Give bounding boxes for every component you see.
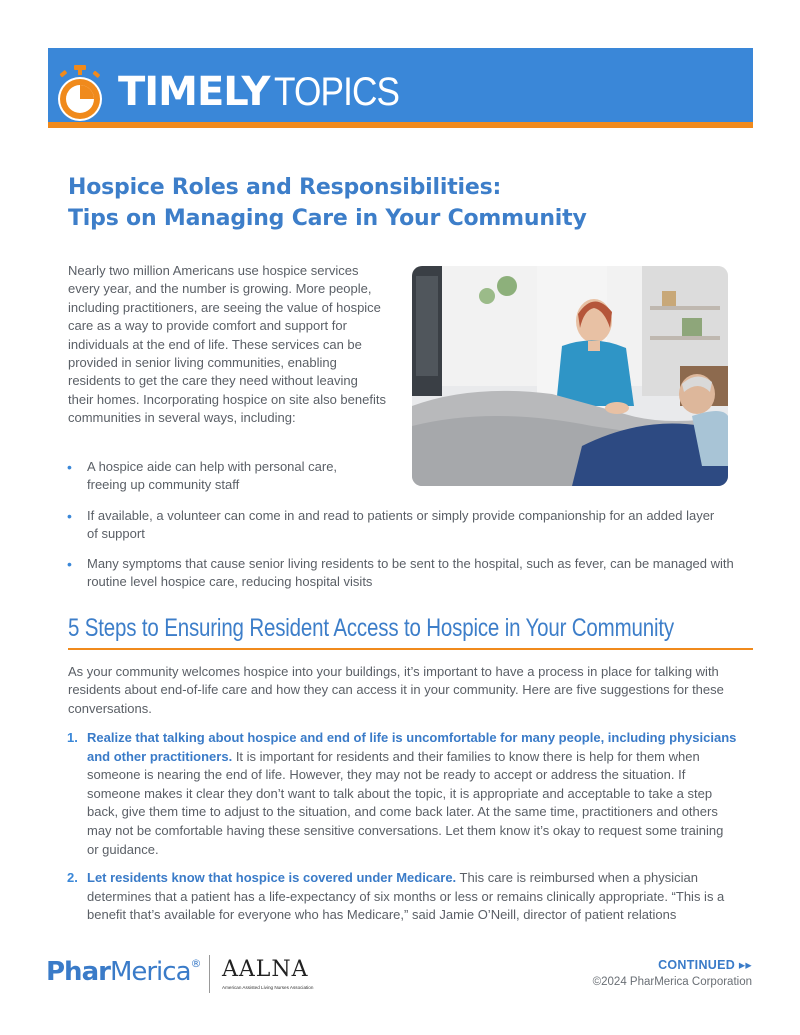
step-item [67, 869, 737, 925]
aalna-subtitle: American Assisted Living Nurses Association [222, 985, 314, 990]
bullet-icon: • [67, 556, 72, 572]
article-title-line1: Hospice Roles and Responsibilities: [68, 175, 502, 200]
step-item [67, 729, 737, 859]
continued-link[interactable]: CONTINUED ▸▸ [658, 958, 752, 972]
step-body: This care is reimbursed when a physician determines that a patient has a life-expectancy of six months or less or remains clinically appropriate. “This is a benefit that’s available for everyone who has Medicare,” said Jamie O’Neill, director of patient relations [87, 870, 725, 923]
section-title: 5 Steps to Ensuring Resident Access to Hospice in Your Community [68, 614, 674, 642]
list-item-text: A hospice aide can help with personal care, freeing up community staff [87, 459, 338, 493]
list-item [67, 555, 737, 592]
nurse-patient-photo [412, 266, 728, 486]
pharmerica-logo [46, 957, 201, 987]
banner-title-bold: TIMELY [118, 69, 270, 115]
article-intro: Nearly two million Americans use hospice services every year, and the number is growing. More people, including practitioners, are seeing the value of hospice care as a way to provide comfort and support for individuals at the end of life. These services can be provided in senior living communities, enabling residents to get the care they need without leaving their homes. Incorporating hospice on site also benefits communities in several ways, including: [68, 263, 386, 426]
aalna-logo [222, 955, 322, 993]
step-number: 2. [67, 870, 78, 885]
section-intro: As your community welcomes hospice into your buildings, it’s important to have a process in place for talking with residents about end-of-life care and how they can access it in your community. Here are five suggestions for these conversations. [68, 664, 724, 716]
section-divider [68, 648, 753, 650]
banner-title-light: TOPICS [273, 70, 399, 114]
step-lead: Let residents know that hospice is covered under Medicare. [87, 870, 457, 885]
footer-logos [46, 955, 346, 995]
copyright: ©2024 PharMerica Corporation [592, 976, 752, 988]
logo-reg: ® [190, 957, 201, 970]
aalna-logo-text: AALNA [222, 957, 309, 982]
list-item [67, 507, 727, 544]
logo-merica: Merica [109, 957, 191, 987]
list-item [67, 458, 377, 495]
step-body: It is important for residents and their families to know there is help for them when someone is nearing the end of life. However, they may not be ready to accept or address the situation. If someone makes it clear they don’t want to talk about the topic, it is appropriate and acceptable to take a step back, give them time to adjust to the situation, and come back later. At the same time, practitioners and others may not be comfortable having these sensitive conversations. Let them know it’s okay to request some training or guidance. [87, 748, 724, 857]
step-number: 1. [67, 730, 78, 745]
list-item-text: If available, a volunteer can come in and read to patients or simply provide companionship for an added layer of support [87, 508, 715, 542]
logo-phar: Phar [46, 957, 110, 987]
bullet-icon: • [67, 459, 72, 475]
list-item-text: Many symptoms that cause senior living residents to be sent to the hospital, such as fever, can be managed with routine level hospice care, reducing hospital visits [87, 556, 734, 590]
article-title-line2: Tips on Managing Care in Your Community [68, 206, 587, 231]
bullet-icon: • [67, 508, 72, 524]
logo-divider [209, 955, 210, 993]
step-lead: Realize that talking about hospice and end of life is uncomfortable for many people, including physicians and other practitioners. [87, 730, 737, 764]
header-stripe [48, 122, 753, 128]
banner-title [118, 66, 416, 118]
stopwatch-icon [52, 64, 108, 124]
article-title [68, 172, 708, 234]
